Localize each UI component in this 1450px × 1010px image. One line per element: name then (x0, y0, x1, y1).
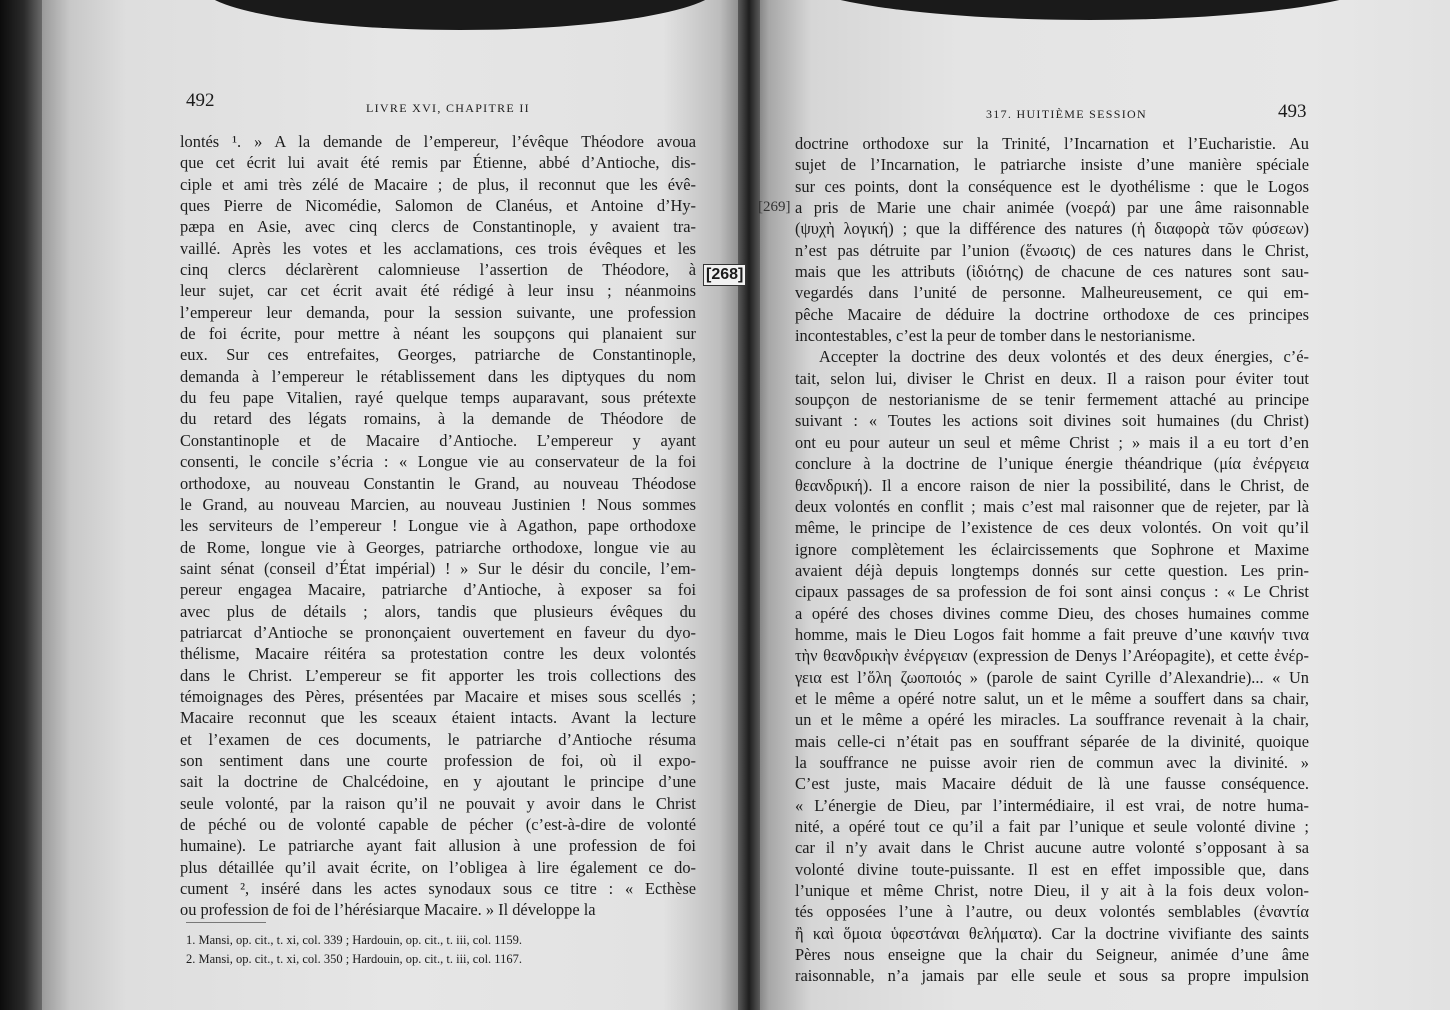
footnote-rule (186, 922, 266, 923)
footnote: 2. Mansi, op. cit., t. xi, col. 350 ; Hardouin, op. cit., t. iii, col. 1167. (186, 952, 522, 966)
text-line: de foi écrite, pour mettre à néant les soupçons qui planaient sur (180, 324, 696, 344)
text-line: « L’énergie de Dieu, par l’intermédiaire, il est vrai, de notre huma- (795, 795, 1309, 815)
text-line: ques Pierre de Nicomédie, Salomon de Clanéus, et Antoine d’Hy- (180, 196, 696, 216)
text-line: cument ², inséré dans les actes synodaux sous ce titre : « Ecthèse (180, 879, 696, 899)
right-page-body (795, 133, 1309, 987)
page-number-right: 493 (1278, 101, 1307, 122)
text-line: cipaux passages de sa profession de foi sont ainsi conçus : « Le Christ (795, 582, 1309, 602)
text-line: et le même a opéré notre salut, un et le même a souffert dans sa chair, (795, 688, 1309, 708)
text-line: nité, a opéré tout ce qu’il a fait par l’unique et seule volonté divine ; (795, 817, 1309, 836)
text-line: pereur engagea Macaire, patriarche d’Antioche, à exposer sa foi (180, 580, 696, 600)
text-line: saint sénat (conseil d’État impérial) ! » Sur le désir du concile, l’em- (180, 558, 696, 578)
text-line: doctrine orthodoxe sur la Trinité, l’Incarnation et l’Eucharistie. Au (795, 134, 1309, 153)
book-gutter (738, 0, 760, 1010)
running-head-right: 317. HUITIÈME SESSION (986, 107, 1147, 121)
text-line: deux volontés en conflit ; mais c’est mal raisonner que de rejeter, par là (795, 496, 1309, 516)
text-line: témoignages des Pères, présentées par Macaire et mises sous scellés ; (180, 686, 696, 706)
margin-page-marker: [268] (703, 264, 746, 286)
text-line: avaient déjà depuis longtemps donnés sur cette question. Les prin- (795, 560, 1309, 580)
text-line: raisonnable, n’a jamais par elle seule et sous sa propre impulsion (795, 966, 1309, 986)
text-line: a opéré des choses divines comme Dieu, des choses humaines comme (795, 603, 1309, 623)
text-line: demanda à l’empereur le rétablissement dans les diptyques du nom (180, 366, 696, 386)
text-line: lontés ¹. » A la demande de l’empereur, l’évêque Théodore avoua (180, 132, 696, 151)
text-line: un et le même a opéré les miracles. La souffrance revenait à la chair, (795, 710, 1309, 730)
text-line: thélisme, Macaire réitéra sa protestation contre les deux volontés (180, 644, 696, 664)
text-line: car il n’y avait dans le Christ aucune autre volonté s’opposant à sa (795, 838, 1309, 858)
text-line: orthodoxe, au nouveau Constantin le Grand, au nouveau Théodose (180, 473, 696, 493)
text-line: vegardés dans l’unité de personne. Malheureusement, ce qui em- (795, 283, 1309, 303)
text-line: du feu pape Vitalien, rayé quelque temps auparavant, sous prétexte (180, 388, 696, 408)
text-line: tés opposées l’une à l’autre, ou deux volontés semblables (ἐναντία (795, 902, 1309, 922)
text-line: Macaire reconnut que les sceaux étaient intacts. Avant la lecture (180, 708, 696, 728)
text-line: ignore complètement les éclaircissements que Sophrone et Maxime (795, 539, 1309, 559)
text-line: cinq clercs déclarèrent calomnieuse l’assertion de Théodore, à (180, 260, 696, 280)
text-line: conclure à la doctrine de l’unique énergie théandrique (μία ἐνέργεια (795, 454, 1309, 474)
text-line: (ψυχὴ λογική) ; que la différence des natures (ἡ διαφορὰ τῶν φύσεων) (795, 219, 1309, 239)
text-line: Pères nous enseigne que la chair du Seigneur, animée d’une âme (795, 945, 1309, 965)
footnote: 1. Mansi, op. cit., t. xi, col. 339 ; Hardouin, op. cit., t. iii, col. 1159. (186, 933, 522, 947)
text-line: suivant : « Toutes les actions soit divines soit humaines (du Christ) (795, 411, 1309, 431)
page-number-left: 492 (186, 90, 215, 111)
text-line: patriarcat d’Antioche se prononçaient ouvertement en faveur du dyo- (180, 622, 696, 642)
text-line: l’unique et même Christ, notre Dieu, il y ait à la fois deux volon- (795, 881, 1309, 901)
text-line: soupçon de nestorianisme de se tenir fermement attaché au principe (795, 390, 1309, 410)
text-line: mais celle-ci n’était pas en souffrant séparée de la divinité, quoique (795, 731, 1309, 751)
running-head-left: LIVRE XVI, CHAPITRE II (366, 101, 530, 115)
text-line: θεανδρική). Il a encore raison de nier la possibilité, dans le Christ, de (795, 475, 1309, 495)
text-line: Accepter la doctrine des deux volontés et des deux énergies, c’é- (819, 347, 1309, 367)
text-line: ou profession de foi de l’hérésiarque Macaire. » Il développe la (180, 900, 596, 920)
text-line: ont eu pour auteur un seul et même Christ ; » mais il a eu tort d’en (795, 432, 1309, 452)
text-line: ἢ καὶ ὅμοια ὑφεστάναι θελήματα). Car la doctrine vivifiante des saints (795, 923, 1309, 943)
text-line: sujet de l’Incarnation, le patriarche insiste d’une manière spéciale (795, 155, 1309, 175)
text-line: pæpa en Asie, avec cinq clercs de Constantinople, y avaient tra- (180, 217, 696, 237)
text-line: de Rome, longue vie à Georges, patriarche orthodoxe, longue vie au (180, 537, 696, 557)
text-line: le Grand, au nouveau Marcien, au nouveau Justinien ! Nous sommes (180, 494, 696, 514)
text-line: les serviteurs de l’empereur ! Longue vie à Agathon, pape orthodoxe (180, 516, 696, 536)
text-line: mais que les attributs (ἰδιότης) de chacune de ces natures sont sau- (795, 262, 1309, 282)
margin-page-marker: [269] (758, 199, 791, 215)
text-line: Constantinople et de Macaire d’Antioche. L’empereur y ayant (180, 430, 696, 450)
text-line: volonté divine toute-puissante. Il est en effet impossible que, dans (795, 859, 1309, 879)
text-line: consenti, le concile s’écria : « Longue vie au conservateur de la foi (180, 452, 696, 472)
text-line: homme, mais le Dieu Logos fait homme a fait preuve d’une καινήν τινα (795, 624, 1309, 644)
text-line: pêche Macaire de déduire la doctrine orthodoxe de ces principes (795, 304, 1309, 324)
text-line: l’empereur leur demanda, pour la session suivante, une profession (180, 302, 696, 322)
text-line: son sentiment dans une courte profession de foi, où il expo- (180, 750, 696, 770)
text-line: a pris de Marie une chair animée (νοερά) par une âme raisonnable (795, 198, 1309, 218)
text-line: avec plus de détails ; alors, tandis que plusieurs évêques du (180, 601, 696, 621)
text-line: humaine). Le patriarche ayant fait allusion à une profession de foi (180, 836, 696, 856)
text-line: plus détaillée qu’il avait écrite, on l’obligea à lire également ce do- (180, 857, 696, 877)
text-line: incontestables, c’est la peur de tomber dans le nestorianisme. (795, 326, 1196, 346)
text-line: leur sujet, car cet écrit avait été rédigé à leur insu ; néanmoins (180, 281, 696, 301)
text-line: et l’examen de ces documents, le patriarche d’Antioche résuma (180, 729, 696, 749)
text-line: du retard des légats romains, à la demande de Théodore de (180, 409, 696, 429)
text-line: tait, selon lui, diviser le Christ en deux. Il a raison pour éviter tout (795, 368, 1309, 388)
text-line: sur ces points, dont la conséquence est le dyothélisme : que le Logos (795, 176, 1309, 196)
text-line: que cet écrit lui avait été remis par Étienne, abbé d’Antioche, dis- (180, 153, 696, 173)
text-line: de péché ou de volonté capable de pécher (c’est-à-dire de volonté (180, 815, 696, 834)
text-line: seule volonté, par la raison qu’il ne pouvait y avoir dans le Christ (180, 793, 696, 813)
text-line: même, le principe de l’existence de ces deux volontés. On voit qu’il (795, 518, 1309, 538)
text-line: dans le Christ. L’empereur se fit apporter les trois collections des (180, 665, 696, 685)
text-line: γεια est l’ὅλη ζωοποιός » (parole de saint Cyrille d’Alexandrie)... « Un (795, 667, 1309, 687)
text-line: ciple et ami très zélé de Macaire ; de plus, il reconnut que les évê- (180, 174, 696, 194)
text-line: vaillé. Après les votes et les acclamations, ces trois évêques et les (180, 238, 696, 258)
text-line: τὴν θεανδρικὴν ἐνέργειαν (expression de Denys l’Aréopagite), et cette ἐνέρ- (795, 646, 1309, 666)
text-line: n’est pas détruite par l’union (ἕνωσις) de ces natures dans le Christ, (795, 240, 1309, 260)
text-line: sait la doctrine de Chalcédoine, en y ajoutant le principe d’une (180, 772, 696, 792)
footnotes (186, 931, 656, 969)
left-page-body (180, 131, 696, 921)
text-line: C’est juste, mais Macaire déduit de là une fausse conséquence. (795, 774, 1309, 794)
text-line: la souffrance ne puisse avoir rien de commun avec la divinité. » (795, 752, 1309, 772)
text-line: eux. Sur ces entrefaites, Georges, patriarche de Constantinople, (180, 345, 696, 365)
